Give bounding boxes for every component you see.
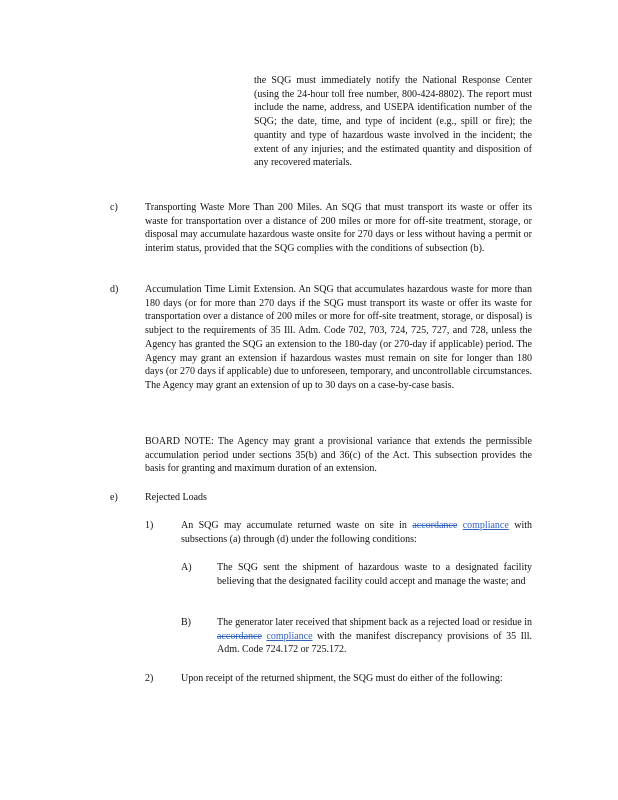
- item-1-text: [181, 519, 532, 546]
- board-note: BOARD NOTE: The Agency may grant a provisional variance that extends the permissible accumulation period under sections 35(b) and 36(c) of the Act. This subsection provides the basis for granting and maximum duration of an extension.: [145, 436, 532, 475]
- inserted-text: compliance: [462, 520, 509, 531]
- continuation-paragraph: the SQG must immediately notify the National Response Center (using the 24-hour toll free number, 800-424-8802). The report must include the name, address, and USEPA identification number of the SQG; the date, time, and type of incident (e.g., spill or fire); the quantity and type of hazardous waste involved in the incident; the extent of any injuries; and the estimated quantity and disposition of any recovered materials.: [254, 75, 532, 169]
- section-d-label: d): [110, 284, 119, 295]
- section-d-text: Accumulation Time Limit Extension. An SQG that accumulates hazardous waste for more than 180 days (or for more than 270 days if the SQG must transport its waste or offer its waste for transportation over a distance of 200 miles or more for off-site treatment, storage, or disposal) is subject to the requirements of 35 Ill. Adm. Code 702, 703, 724, 725, 727, and 728, unless the Agency has granted the SQG an extension to the 180-day (or 270-day if applicable) period. The Agency may grant an extension if hazardous wastes must remain on site for longer than 180 days (or 270 days if applicable) due to unforeseen, temporary, and uncontrollable circumstances. The Agency may grant an extension of up to 30 days on a case-by-case basis.: [145, 284, 532, 391]
- item-2-text: Upon receipt of the returned shipment, the SQG must do either of the following:: [181, 673, 503, 684]
- item-1b-text: [217, 616, 532, 657]
- item-1-label: 1): [145, 520, 154, 531]
- item-1-text-after: with subsections (a) through (d) under the following conditions:: [181, 520, 532, 545]
- section-c-label: c): [110, 202, 118, 213]
- section-c-text: Transporting Waste More Than 200 Miles. An SQG that must transport its waste or offer its waste for transportation over a distance of 200 miles or more for off-site treatment, storage, or disposal may accumulate hazardous waste onsite for 270 days or less without having a permit or interim status, provided that the SQG complies with the conditions of subsection (b).: [145, 202, 532, 255]
- deleted-text: accordance: [412, 520, 458, 531]
- item-1-text-before: An SQG may accumulate returned waste on site in: [181, 520, 407, 531]
- item-1a-label: A): [181, 562, 192, 573]
- item-1b-label: B): [181, 617, 191, 628]
- item-1b-text-before: The generator later received that shipment back as a rejected load or residue in: [217, 617, 532, 628]
- item-1a-text: The SQG sent the shipment of hazardous waste to a designated facility believing that the designated facility could accept and manage the waste; and: [217, 562, 532, 587]
- section-e-label: e): [110, 492, 118, 503]
- item-2-label: 2): [145, 673, 154, 684]
- deleted-text-b: accordance: [217, 630, 262, 642]
- item-1b-text-after: with the manifest discrepancy provisions of 35 Ill. Adm. Code 724.172 or 725.172.: [217, 630, 532, 656]
- section-e-title: Rejected Loads: [145, 492, 207, 503]
- inserted-text-b: compliance: [266, 630, 313, 642]
